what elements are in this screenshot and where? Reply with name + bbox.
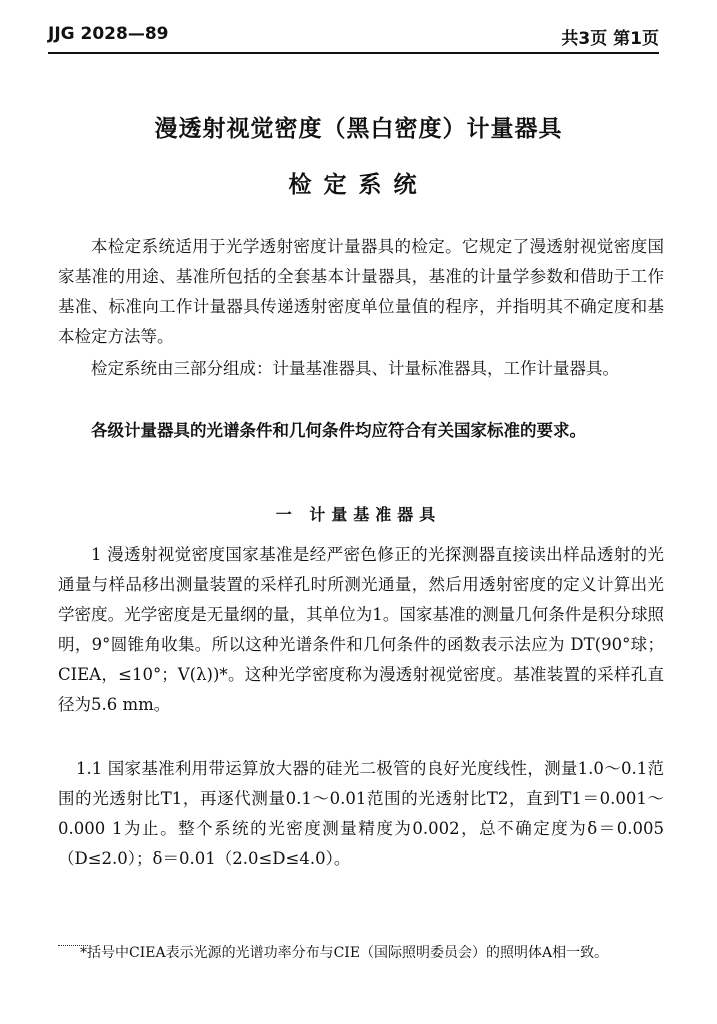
- standard-number: JJG 2028—89: [48, 24, 169, 44]
- intro-paragraph-scope: 本检定系统适用于光学透射密度计量器具的检定。它规定了漫透射视觉密度国家基准的用途、基准所包括的全套基本计量器具，基准的计量学参数和借助于工作基准、标准向工作计量器具传递透射密度单位量值的程序，并指明其不确定度和基本检定方法等。: [58, 237, 664, 346]
- document-subtitle: 检定系统: [288, 172, 429, 198]
- intro-paragraph-composition: 检定系统由三部分组成：计量基准器具、计量标准器具，工作计量器具。: [91, 359, 619, 378]
- section-paragraph-1: 1 漫透射视觉密度国家基准是经严密色修正的光探测器直接读出样品透射的光通量与样品移出测量装置的采样孔时所测光通量，然后用透射密度的定义计算出光学密度。光学密度是无量纲的量，其单位为1。国家基准的测量几何条件是积分球照明，9°圆锥角收集。所以这种光谱条件和几何条件的函数表示法应为 DT(90°球；CIEA，≤10°；V(λ))*。这种光学密度称为漫透射视觉密度。基准装置的采样孔直径为5.6 mm。: [58, 545, 664, 714]
- document-title: 漫透射视觉密度（黑白密度）计量器具: [154, 116, 563, 142]
- page-header: [48, 20, 659, 50]
- section-paragraph-1-1: 1.1 国家基准利用带运算放大器的硅光二极管的良好光度线性，测量1.0～0.1范围的光透射比T1，再逐代测量0.1～0.01范围的光透射比T2，直到T1＝0.001～0.000 1为止。整个系统的光密度测量精度为0.002，总不确定度为δ＝0.005（D≤2.0）；δ＝0.01（2.0≤D≤4.0）。: [58, 759, 664, 868]
- intro-paragraph-requirements: 各级计量器具的光谱条件和几何条件均应符合有关国家标准的要求。: [91, 421, 586, 440]
- page-count: 共3页 第1页: [561, 29, 659, 49]
- header-rule: [48, 52, 659, 54]
- section-heading: 一 计量基准器具: [275, 505, 442, 524]
- footnote: *括号中CIEA表示光源的光谱功率分布与CIE（国际照明委员会）的照明体A相一致。: [80, 945, 609, 961]
